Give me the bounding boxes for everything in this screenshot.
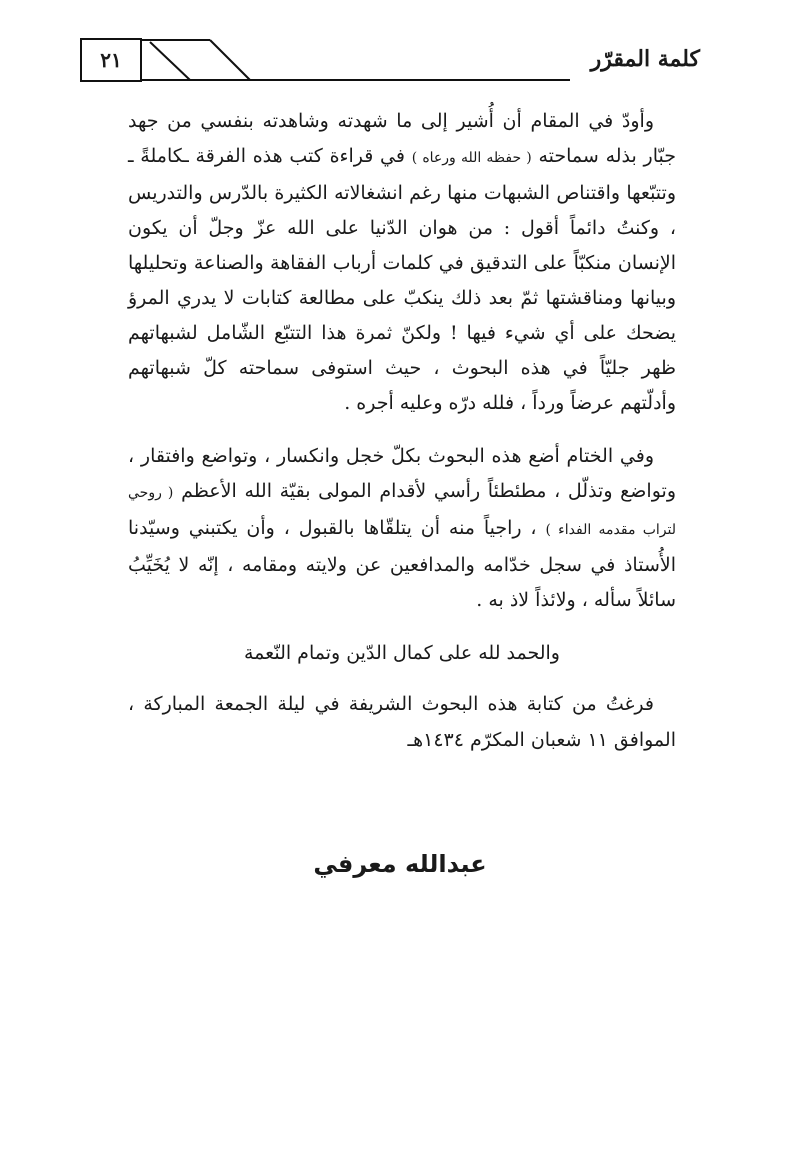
chapter-title: كلمة المقرّر: [590, 46, 700, 72]
page-number: ٢١: [80, 38, 142, 82]
page-body: [128, 104, 676, 758]
paragraph-2-text-a: وفي الختام أضع هذه البحوث بكلّ خجل وانكسار ، وتواضع وافتقار ، وتواضع وتذلّل ، مطئطئاً رأسي لأقدام المولى بقيّة الله الأعظم: [128, 445, 676, 502]
paragraph-1-text-a: وأودّ في المقام أن أُشير إلى ما شهدته وشاهدته بنفسي من جهد جبّار بذله سماحته: [128, 110, 676, 167]
author-signature: عبدالله معرفي: [313, 850, 487, 878]
page-header: [80, 30, 700, 90]
paragraph-1-honorific: ( حفظه الله ورعاه ): [411, 150, 532, 166]
paragraph-2: [128, 439, 676, 618]
paragraph-1: [128, 104, 676, 421]
paragraph-2-text-b: ، راجياً منه أن يتلقّاها بالقبول ، وأن يكتبني وسيّدنا الأُستاذ في سجل خدّامه والمدافعين عن ولايته ومقامه ، إنّه لا يُخَيِّبُ سائلاً سأله ، ولائذاً لاذ به .: [128, 517, 676, 611]
paragraph-2-honorific: ( روحي لتراب مقدمه الفداء ): [128, 485, 677, 538]
date-note: فرغتُ من كتابة هذه البحوث الشريفة في ليلة الجمعة المباركة ، الموافق ١١ شعبان المكرّم ١٤٣٤هـ: [128, 693, 676, 751]
closing-line: والحمد لله على كمال الدّين وتمام النّعمة: [244, 642, 560, 664]
paragraph-1-text-b: في قراءة كتب هذه الفرقة ـكاملةً ـ وتتبّعها واقتناص الشبهات منها رغم انشغالاته الكثيرة بالدّرس والتدريس ، وكنتُ دائماً أقول : من هوان الدّنيا على الله عزّ وجلّ أن يكون الإنسان منكبّاً على التدقيق في كلمات أرباب الفقاهة والصناعة وتحليلها وبيانها ومناقشتها ثمّ بعد ذلك ينكبّ على مطالعة كتابات لا يدري المرؤ يضحك على أي شيء فيها ! ولكنّ ثمرة هذا التتبّع الشّامل لشبهاتهم ظهر جليّاً في هذه البحوث ، حيث استوفى سماحته كلّ شبهاتهم وأدلّتهم عرضاً ورداً ، فلله درّه وعليه أجره .: [128, 145, 676, 414]
